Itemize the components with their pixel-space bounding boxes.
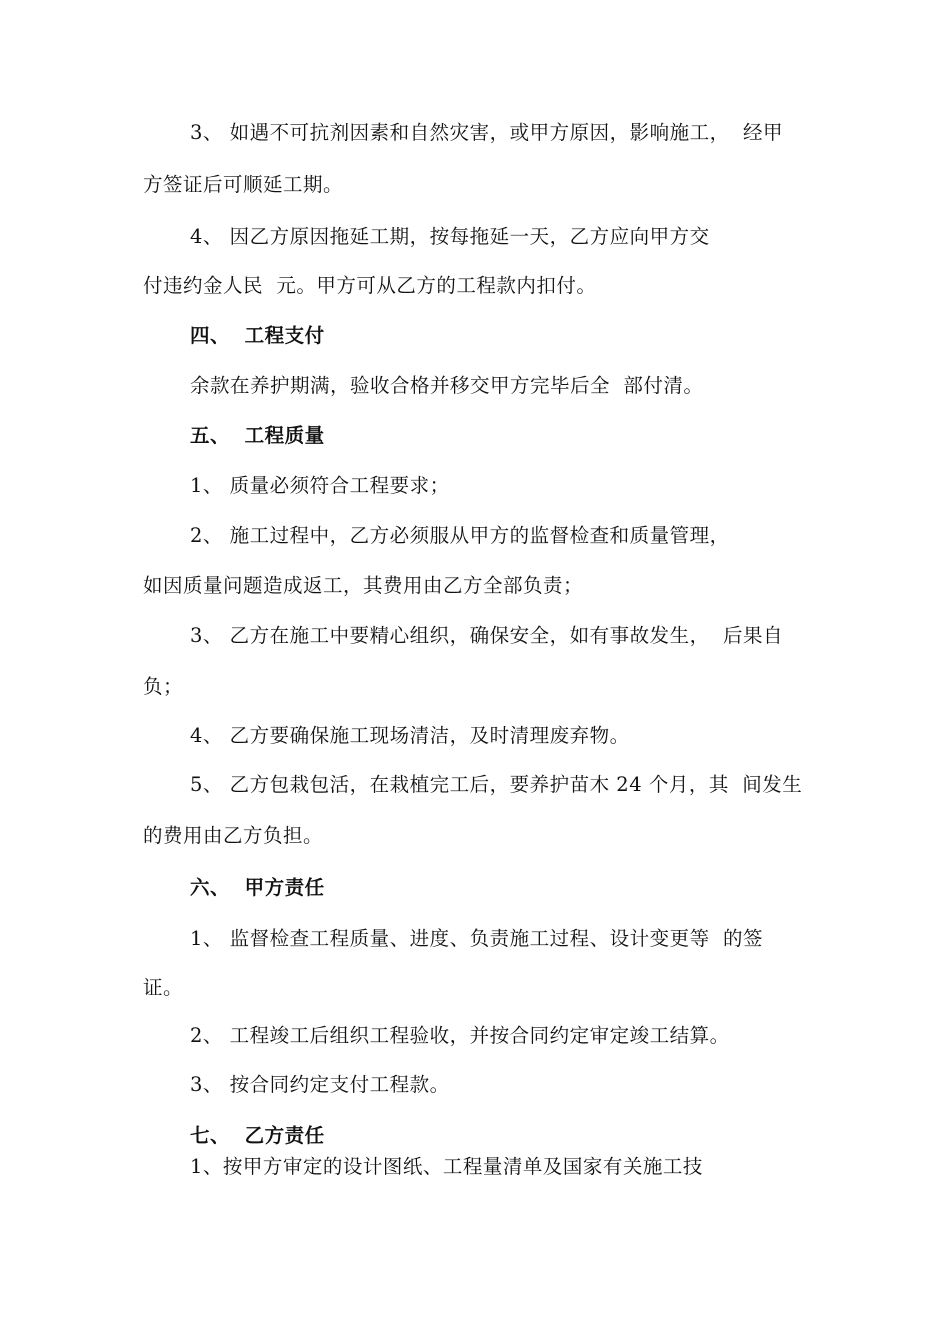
section-heading-quality: 五、 工程质量 [190, 424, 325, 447]
quality-item-4: 4、 乙方要确保施工现场清洁，及时清理废弃物。 [190, 724, 630, 747]
quality-item-5-line-1: 5、 乙方包栽包活，在栽植完工后，要养护苗木 24 个月，其 间发生 [190, 773, 803, 796]
party-a-item-3: 3、 按合同约定支付工程款。 [190, 1073, 450, 1096]
party-a-item-2: 2、 工程竣工后组织工程验收，并按合同约定审定竣工结算。 [190, 1024, 730, 1047]
quality-item-2-line-2: 如因质量问题造成返工，其费用由乙方全部负责； [143, 574, 584, 597]
clause-3-line-2: 方签证后可顺延工期。 [143, 173, 344, 196]
clause-3-line-1: 3、 如遇不可抗剂因素和自然灾害，或甲方原因，影响施工， 经甲 [190, 121, 784, 144]
quality-item-1: 1、 质量必须符合工程要求； [190, 474, 450, 497]
payment-paragraph: 余款在养护期满，验收合格并移交甲方完毕后全 部付清。 [190, 374, 704, 397]
quality-item-5-line-2: 的费用由乙方负担。 [143, 824, 324, 847]
section-heading-party-a: 六、 甲方责任 [190, 876, 325, 899]
clause-4-line-1: 4、 因乙方原因拖延工期，按每拖延一天，乙方应向甲方交 [190, 225, 710, 248]
party-a-item-1-line-2: 证。 [143, 976, 184, 999]
quality-item-2-line-1: 2、 施工过程中，乙方必须服从甲方的监督检查和质量管理， [190, 524, 730, 547]
party-a-item-1-line-1: 1、 监督检查工程质量、进度、负责施工过程、设计变更等 的签 [190, 927, 764, 950]
quality-item-3-line-1: 3、 乙方在施工中要精心组织，确保安全，如有事故发生， 后果自 [190, 624, 784, 647]
party-b-item-1: 1、按甲方审定的设计图纸、工程量清单及国家有关施工技 [190, 1155, 703, 1178]
clause-4-line-2: 付违约金人民 元。甲方可从乙方的工程款内扣付。 [143, 274, 597, 297]
section-heading-party-b: 七、 乙方责任 [190, 1124, 325, 1147]
quality-item-3-line-2: 负； [143, 675, 184, 698]
section-heading-payment: 四、 工程支付 [190, 324, 325, 347]
